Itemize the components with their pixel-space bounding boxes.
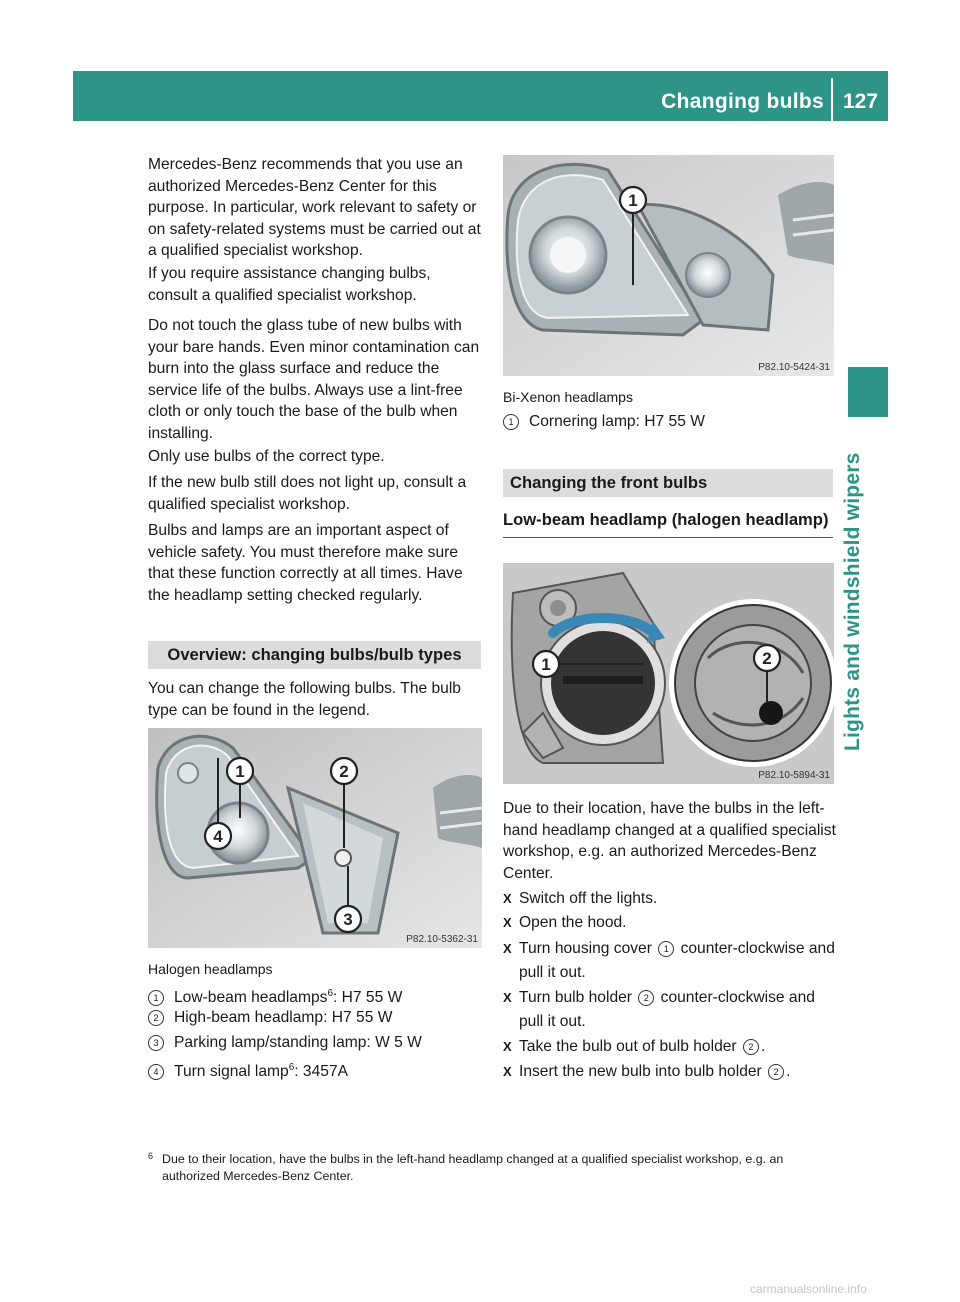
bi-xenon-headlamp-figure bbox=[503, 155, 834, 376]
page-number: 127 bbox=[843, 90, 879, 113]
section-intro: You can change the following bulbs. The bulb type can be found in the legend. bbox=[148, 680, 461, 719]
step-marker-icon: X bbox=[503, 891, 512, 906]
low-beam-headlamp-illustration bbox=[503, 563, 834, 784]
paragraph: Only use bulbs of the correct type. bbox=[148, 448, 385, 465]
instruction-step: X Turn bulb holder 2 counter-clockwise and pull it out. bbox=[503, 986, 836, 1034]
footnote-text: Due to their location, have the bulbs in the left-hand headlamp changed at a qualified specialist workshop, e.g. an authorized Mercedes-Benz Center. bbox=[162, 1152, 784, 1183]
callout-number: 1 bbox=[503, 414, 519, 430]
subheading-low-beam: Low-beam headlamp (halogen headlamp) bbox=[503, 509, 833, 538]
step-marker-icon: X bbox=[503, 990, 512, 1005]
callout-number: 2 bbox=[638, 990, 654, 1006]
low-beam-headlamp-figure bbox=[503, 563, 834, 784]
legend-item: 3 Parking lamp/standing lamp: W 5 W bbox=[148, 1032, 422, 1053]
step-marker-icon: X bbox=[503, 1064, 512, 1079]
figure-reference: P82.10-5894-31 bbox=[758, 770, 830, 781]
paragraph: If you require assistance changing bulbs, consult a qualified specialist workshop. bbox=[148, 265, 431, 304]
legend-item: 2 High-beam headlamp: H7 55 W bbox=[148, 1007, 392, 1028]
figure-reference: P82.10-5362-31 bbox=[406, 934, 478, 945]
figure-caption: Halogen headlamps bbox=[148, 961, 273, 977]
halogen-headlamp-illustration bbox=[148, 728, 482, 948]
paragraph: Mercedes-Benz recommends that you use an authorized Mercedes-Benz Center for this purpose. In particular, work relevant to safety or on safety-related systems must be carried out at a qualified specialist workshop. bbox=[148, 156, 481, 260]
side-tab-marker bbox=[848, 367, 888, 417]
instruction-step: X Take the bulb out of bulb holder 2 . bbox=[503, 1035, 836, 1059]
legend-item: 1 Cornering lamp: H7 55 W bbox=[503, 411, 705, 432]
section-heading-front-bulbs: Changing the front bulbs bbox=[503, 469, 833, 497]
instruction-step: X Open the hood. bbox=[503, 911, 836, 935]
paragraph: If the new bulb still does not light up, consult a qualified specialist workshop. bbox=[148, 474, 467, 513]
svg-text:1: 1 bbox=[541, 655, 551, 674]
section-heading-overview: Overview: changing bulbs/bulb types bbox=[148, 641, 481, 669]
step-marker-icon: X bbox=[503, 915, 512, 930]
callout-number: 1 bbox=[148, 990, 164, 1006]
svg-text:2: 2 bbox=[339, 762, 349, 781]
callout-number: 1 bbox=[658, 941, 674, 957]
svg-text:4: 4 bbox=[213, 827, 223, 846]
callout-number: 3 bbox=[148, 1035, 164, 1051]
step-marker-icon: X bbox=[503, 1039, 512, 1054]
instruction-step: X Insert the new bulb into bulb holder 2 . bbox=[503, 1060, 836, 1084]
step-marker-icon: X bbox=[503, 941, 512, 956]
paragraph: Bulbs and lamps are an important aspect of vehicle safety. You must therefore make sure that these function correctly at all times. Have the headlamp setting checked regularly. bbox=[148, 522, 463, 604]
instruction-step: X Switch off the lights. bbox=[503, 887, 836, 911]
svg-text:1: 1 bbox=[628, 191, 638, 210]
callout-number: 4 bbox=[148, 1064, 164, 1080]
paragraph: Due to their location, have the bulbs in the left-hand headlamp changed at a qualified specialist workshop, e.g. an authorized Mercedes-Benz Center. bbox=[503, 800, 836, 882]
page-title: Changing bulbs bbox=[661, 90, 824, 113]
callout-number: 2 bbox=[743, 1039, 759, 1055]
figure-reference: P82.10-5424-31 bbox=[758, 362, 830, 373]
bi-xenon-headlamp-illustration bbox=[503, 155, 834, 376]
svg-text:3: 3 bbox=[343, 910, 353, 929]
paragraph: Do not touch the glass tube of new bulbs with your bare hands. Even minor contamination can burn into the glass surface and reduce the service life of the bulbs. Always use a lint-free cloth or only touch the base of the bulb when installing. bbox=[148, 317, 480, 442]
svg-text:2: 2 bbox=[762, 649, 772, 668]
legend-item: 4 Turn signal lamp$^6$: 3457A bbox=[148, 1057, 348, 1082]
watermark: carmanualsonline.info bbox=[750, 1282, 867, 1296]
footnote-number: 6 bbox=[148, 1151, 154, 1161]
header-divider bbox=[831, 78, 833, 121]
footnote bbox=[148, 1151, 838, 1185]
instruction-step: X Turn housing cover 1 counter-clockwise and pull it out. bbox=[503, 937, 836, 985]
figure-caption: Bi-Xenon headlamps bbox=[503, 389, 633, 405]
legend-item: 1 Low-beam headlamps$^6$: H7 55 W bbox=[148, 983, 402, 1008]
svg-text:1: 1 bbox=[235, 762, 245, 781]
callout-number: 2 bbox=[148, 1010, 164, 1026]
halogen-headlamp-figure bbox=[148, 728, 482, 948]
callout-number: 2 bbox=[768, 1064, 784, 1080]
